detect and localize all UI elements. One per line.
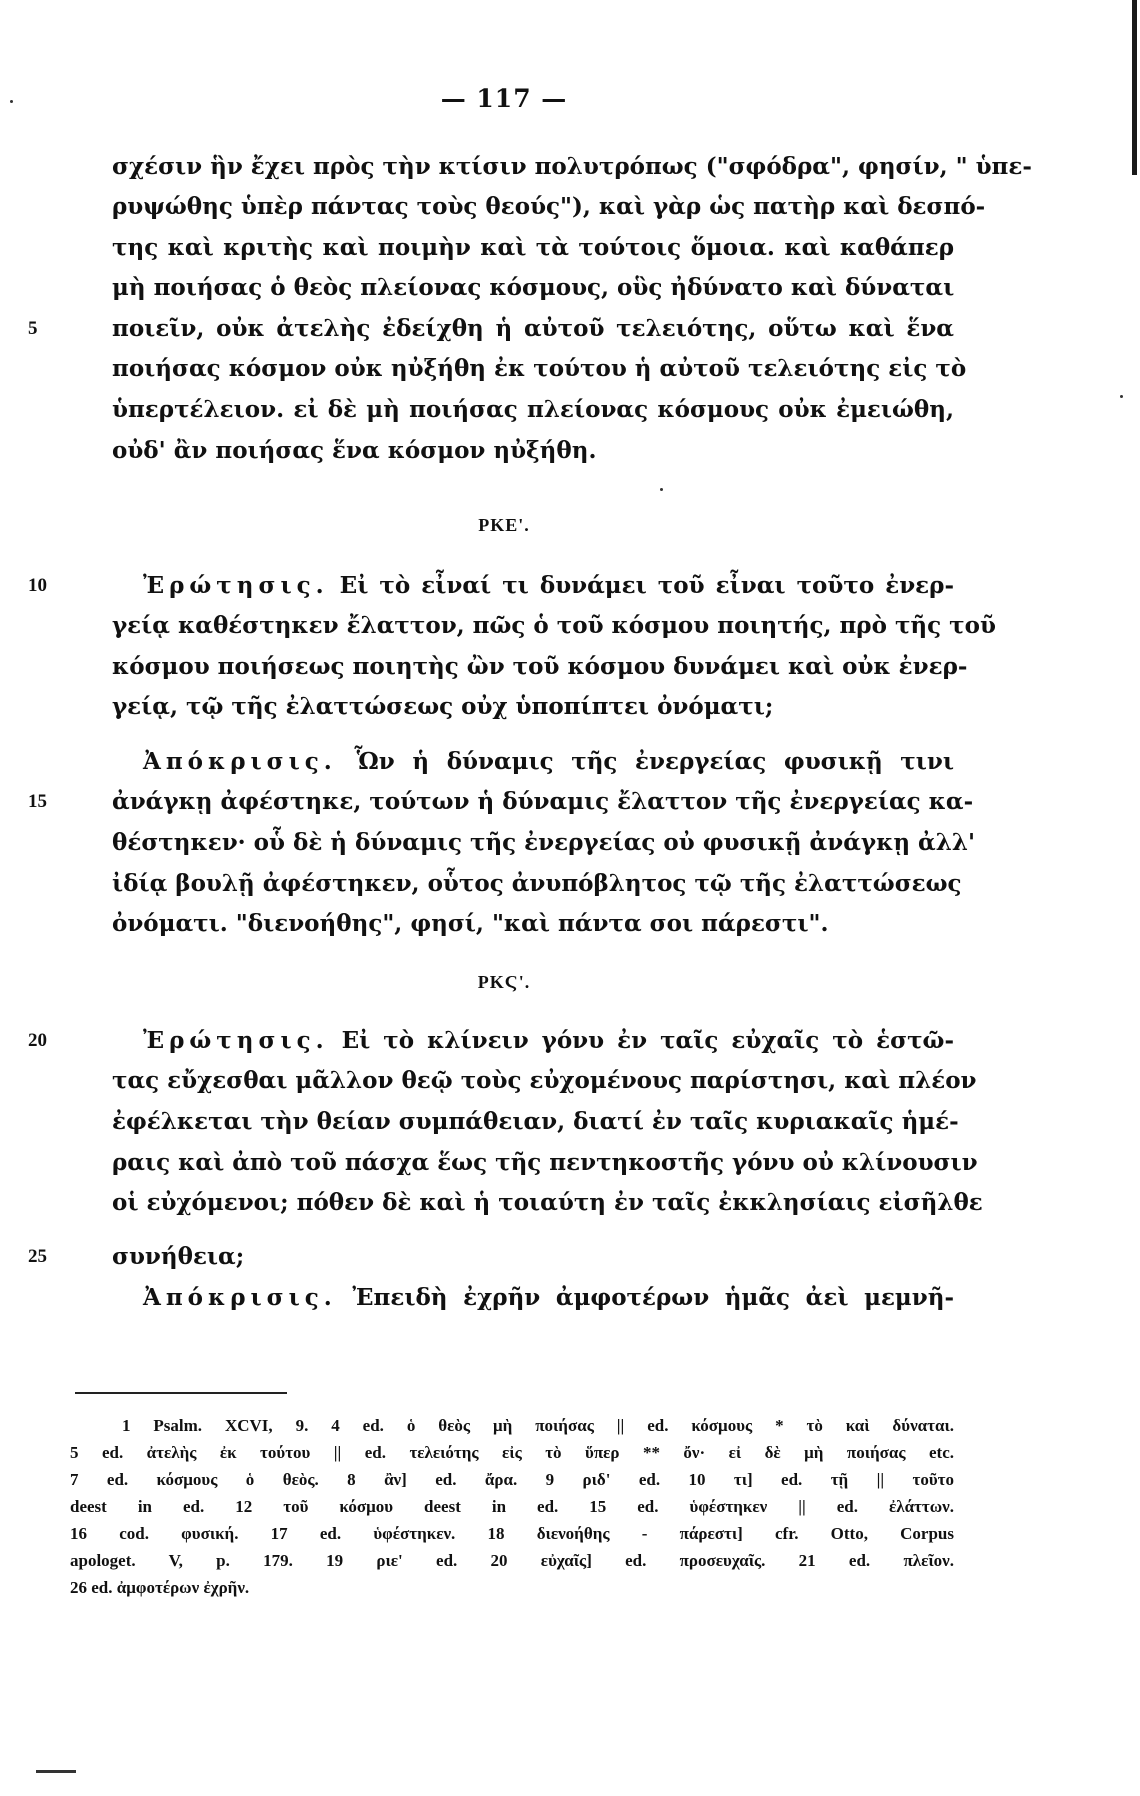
line-number: 10 xyxy=(28,575,47,596)
text-line: ποιήσας κόσμον οὐκ ηὐξήθη ἐκ τούτου ἡ αὐτοῦ τελειότης εἰς τὸ xyxy=(112,355,967,382)
question-line xyxy=(143,1024,954,1058)
answer-text: Ὧν ἡ δύναμις τῆς ἐνεργείας φυσικῇ τινι xyxy=(354,748,954,775)
footnote-line: 26 ed. ἀμφοτέρων ἐχρῆν. xyxy=(70,1578,250,1597)
question-line xyxy=(143,569,954,603)
text-line: γείᾳ καθέστηκεν ἔλαττον, πῶς ὁ τοῦ κόσμου ποιητής, πρὸ τῆς τοῦ xyxy=(112,612,996,639)
text-line: οἱ εὐχόμενοι; πόθεν δὲ καὶ ἡ τοιαύτη ἐν ταῖς ἐκκλησίαις εἰσῆλθε xyxy=(112,1189,983,1216)
text-line: γείᾳ, τῷ τῆς ἐλαττώσεως οὐχ ὑποπίπτει ὀνόματι; xyxy=(112,693,774,720)
text-line: της καὶ κριτὴς καὶ ποιμὴν καὶ τὰ τούτοις ὅμοια. καὶ καθάπερ xyxy=(112,234,954,261)
footnote-rule xyxy=(75,1392,287,1394)
text-line: ραις καὶ ἀπὸ τοῦ πάσχα ἕως τῆς πεντηκοστῆς γόνυ οὐ κλίνουσιν xyxy=(112,1149,978,1176)
answer-text: Ἐπειδὴ ἐχρῆν ἀμφοτέρων ἡμᾶς ἀεὶ μεμνῆ- xyxy=(352,1284,954,1311)
text-line: ἰδίᾳ βουλῇ ἀφέστηκεν, οὗτος ἀνυπόβλητος τῷ τῆς ἐλαττώσεως xyxy=(112,870,962,897)
text-line: σχέσιν ἣν ἔχει πρὸς τὴν κτίσιν πολυτρόπως ("σφόδρα", φησίν, " ὑπε- xyxy=(112,153,1032,180)
line-number: 25 xyxy=(28,1246,47,1267)
answer-line xyxy=(143,1281,954,1315)
scan-mark xyxy=(36,1770,76,1773)
text-line: συνήθεια; xyxy=(112,1243,245,1270)
footnote-line: 5 ed. ἀτελὴς ἐκ τούτου || ed. τελειότης εἰς τὸ ὕπερ ** ὄν· εἰ δὲ μὴ ποιήσας etc. xyxy=(70,1443,954,1462)
text-line: μὴ ποιήσας ὁ θεὸς πλείονας κόσμους, οὓς ἠδύνατο καὶ δύναται xyxy=(112,274,955,301)
section-heading: ΡΚϚ'. xyxy=(477,972,531,992)
footnote-line: apologet. V, p. 179. 19 ριε' ed. 20 εὐχαῖς] ed. προσευχαῖς. 21 ed. πλεῖον. xyxy=(70,1551,954,1570)
footnote-line: 16 cod. φυσική. 17 ed. ὑφέστηκεν. 18 διενοήθης - πάρεστι] cfr. Otto, Corpus xyxy=(70,1524,954,1543)
scan-speck xyxy=(660,488,663,491)
text-line: οὐδ' ἂν ποιήσας ἕνα κόσμον ηὐξήθη. xyxy=(112,437,597,464)
question-text: Εἰ τὸ εἶναί τι δυνάμει τοῦ εἶναι τοῦτο ἐνερ- xyxy=(339,572,954,599)
text-line: ρυψώθης ὑπὲρ πάντας τοὺς θεούς"), καὶ γὰρ ὡς πατὴρ καὶ δεσπό- xyxy=(112,193,986,220)
text-line: τας εὔχεσθαι μᾶλλον θεῷ τοὺς εὐχομένους παρίστησι, καὶ πλέον xyxy=(112,1067,977,1094)
text-line: ἐφέλκεται τὴν θείαν συμπάθειαν, διατί ἐν ταῖς κυριακαῖς ἡμέ- xyxy=(112,1108,959,1135)
section-heading: ΡΚΕ'. xyxy=(478,515,530,535)
scan-speck xyxy=(1120,395,1123,398)
answer-line xyxy=(143,745,954,779)
text-line: θέστηκεν· οὗ δὲ ἡ δύναμις τῆς ἐνεργείας οὐ φυσικῇ ἀνάγκῃ ἀλλ' xyxy=(112,829,976,856)
line-number: 15 xyxy=(28,791,47,812)
text-line: ἀνάγκῃ ἀφέστηκε, τούτων ἡ δύναμις ἔλαττον τῆς ἐνεργείας κα- xyxy=(112,788,974,815)
text-line: ποιεῖν, οὐκ ἀτελὴς ἐδείχθη ἡ αὐτοῦ τελειότης, οὕτω καὶ ἕνα xyxy=(112,315,954,342)
footnote-line: 1 Psalm. XCVI, 9. 4 ed. ὁ θεὸς μὴ ποιήσας || ed. κόσμους * τὸ καὶ δύναται. xyxy=(122,1416,954,1435)
answer-label: Ἀπόκρισις. xyxy=(143,1284,337,1311)
footnote-line: deest in ed. 12 τοῦ κόσμου deest in ed. 15 ed. ὑφέστηκεν || ed. ἐλάττων. xyxy=(70,1497,954,1516)
footnote-line: 7 ed. κόσμους ὁ θεὸς. 8 ἂν] ed. ἄρα. 9 ριδ' ed. 10 τι] ed. τῇ || τοῦτο xyxy=(70,1470,954,1489)
question-label: Ἐρώτησις. xyxy=(143,1027,329,1054)
text-line: κόσμου ποιήσεως ποιητὴς ὢν τοῦ κόσμου δυνάμει καὶ οὐκ ἐνερ- xyxy=(112,653,968,680)
line-number: 20 xyxy=(28,1030,47,1051)
question-text: Εἰ τὸ κλίνειν γόνυ ἐν ταῖς εὐχαῖς τὸ ἑστῶ- xyxy=(341,1027,954,1054)
question-label: Ἐρώτησις. xyxy=(143,572,329,599)
page-number: — 117 — xyxy=(440,84,568,113)
text-line: ὑπερτέλειον. εἰ δὲ μὴ ποιήσας πλείονας κόσμους οὐκ ἐμειώθη, xyxy=(112,396,954,423)
answer-label: Ἀπόκρισις. xyxy=(143,748,337,775)
text-line: ὀνόματι. "διενοήθης", φησί, "καὶ πάντα σοι πάρεστι". xyxy=(112,910,829,937)
line-number: 5 xyxy=(28,318,38,339)
page-edge-bar xyxy=(1132,0,1137,175)
